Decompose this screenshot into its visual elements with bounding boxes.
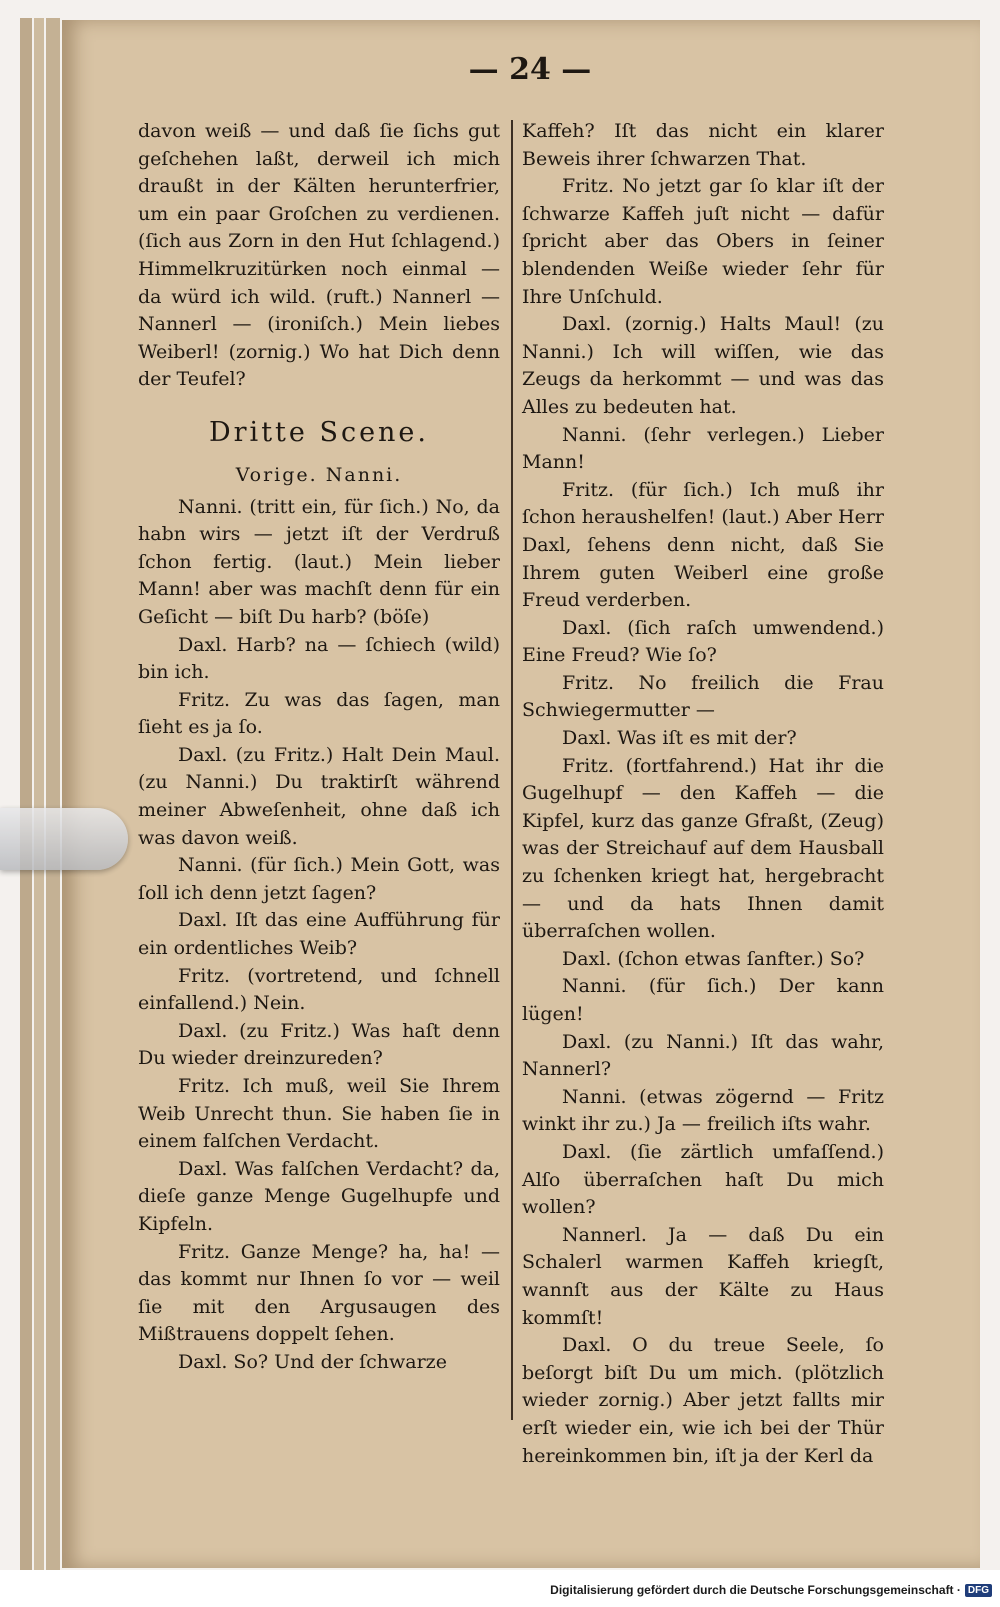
text-paragraph: davon weiß — und daß ſie ſichs gut geſchehen laßt, derweil ich mich draußt in der Kälten herunterfrier, um ein paar Groſchen zu verdienen. (ſich aus Zorn in den Hut ſchlagend.) Himmelkruzitürken noch einmal — da würd ich wild. (ruft.) Nannerl — Nannerl — (ironiſch.) Mein liebes Weiberl! (zornig.) Wo hat Dich denn der Teufel? xyxy=(138,120,500,391)
scene-heading: Dritte Scene. xyxy=(209,416,429,448)
page-edge xyxy=(46,18,60,1570)
text-paragraph: Fritz. (für ſich.) Ich muß ihr ſchon heraushelfen! (laut.) Aber Herr Daxl, ſehens denn nicht, daß Sie Ihrem guten Weiberl eine große Freud verderben. xyxy=(522,478,884,612)
text-paragraph: Fritz. Ganze Menge? ha, ha! — das kommt nur Ihnen ſo vor — weil ſie mit den Argusaugen des Mißtrauens doppelt ſehen. xyxy=(138,1240,500,1346)
text-paragraph: Nanni. (ſehr verlegen.) Lieber Mann! xyxy=(522,423,884,474)
text-paragraph: Daxl. (zu Fritz.) Halt Dein Maul. (zu Nanni.) Du traktirſt während meiner Abweſenheit, ohne daß ich was davon weiß. xyxy=(138,743,500,849)
footer-text: Digitalisierung gefördert durch die Deutsche Forschungsgemeinschaft · xyxy=(550,1583,961,1597)
text-paragraph: Daxl. So? Und der ſchwarze xyxy=(178,1350,447,1373)
text-paragraph: Daxl. Iſt das eine Aufführung für ein ordentliches Weib? xyxy=(138,909,500,960)
text-paragraph: Daxl. (zu Fritz.) Was haſt denn Du wieder dreinzureden? xyxy=(138,1019,500,1070)
text-paragraph: Nanni. (für ſich.) Mein Gott, was ſoll ich denn jetzt ſagen? xyxy=(138,854,500,904)
text-paragraph: Fritz. (vortretend, und ſchnell einfallend.) Nein. xyxy=(138,964,500,1015)
text-paragraph: Fritz. Ich muß, weil Sie Ihrem Weib Unrecht thun. Sie haben ſie in einem falſchen Verdacht. xyxy=(138,1075,500,1153)
text-paragraph: Daxl. Was falſchen Verdacht? da, dieſe ganze Menge Gugelhupfe und Kipfeln. xyxy=(138,1157,500,1235)
page-edge xyxy=(20,18,32,1570)
scene-characters: Vorige. Nanni. xyxy=(235,463,403,486)
text-paragraph: Daxl. Harb? na — ſchiech (wild) bin ich. xyxy=(138,633,500,684)
text-paragraph: Daxl. (ſich raſch umwendend.) Eine Freud? Wie ſo? xyxy=(522,616,884,667)
text-paragraph: Fritz. (fortfahrend.) Hat ihr die Gugelhupf — den Kaffeh — die Kipfel, kurz das ganze Gfraßt, (Zeug) was der Streichauf auf dem Hausball zu ſchenken kriegt hat, hergebracht — und da hats Ihnen damit überraſchen wollen. xyxy=(522,754,884,943)
text-paragraph: Fritz. Zu was das ſagen, man ſieht es ja ſo. xyxy=(138,688,500,739)
text-paragraph: Daxl. (zornig.) Halts Maul! (zu Nanni.) Ich will wiſſen, wie das Zeugs da herkommt — und was das Alles zu bedeuten hat. xyxy=(522,313,884,418)
page-edge xyxy=(34,18,44,1570)
text-paragraph: Daxl. O du treue Seele, ſo beſorgt biſt Du um mich. (plötzlich wieder zornig.) Aber jetzt fallts mir erſt wieder ein, wie ich bei der Thür hereinkommen bin, iſt ja der Kerl da xyxy=(522,1334,884,1467)
page-clip xyxy=(0,808,128,870)
footer-credit xyxy=(550,1583,992,1597)
text-paragraph: Nanni. (für ſich.) Der kann lügen! xyxy=(522,975,884,1025)
dfg-logo: DFG xyxy=(965,1584,992,1597)
left-text-column xyxy=(138,118,500,1377)
text-paragraph: Nannerl. Ja — daß Du ein Schalerl warmen Kaffeh kriegſt, wannſt aus der Kälte zu Haus kommſt! xyxy=(522,1223,884,1329)
text-paragraph: Fritz. No freilich die Frau Schwiegermutter — xyxy=(522,671,884,722)
text-paragraph: Daxl. Was iſt es mit der? xyxy=(562,727,797,750)
text-paragraph: Fritz. No jetzt gar ſo klar iſt der ſchwarze Kaffeh juſt nicht — dafür ſpricht aber das Obers in ſeiner blendenden Weiße wieder ſehr für Ihre Unſchuld. xyxy=(522,175,884,308)
text-paragraph: Kaffeh? Iſt das nicht ein klarer Beweis ihrer ſchwarzen That. xyxy=(522,120,884,170)
page-number: — 24 — xyxy=(468,52,592,87)
text-paragraph: Daxl. (ſie zärtlich umfaſſend.) Alſo überraſchen haſt Du mich wollen? xyxy=(522,1140,884,1219)
text-paragraph: Daxl. (ſchon etwas ſanfter.) So? xyxy=(562,947,865,970)
text-paragraph: Nanni. (tritt ein, für ſich.) No, da habn wirs — jetzt iſt der Verdruß ſchon fertig. (laut.) Mein lieber Mann! aber was machſt denn für ein Geſicht — biſt Du harb? (böſe) xyxy=(138,495,500,628)
right-text-column xyxy=(522,118,884,1470)
column-divider xyxy=(511,120,513,1420)
text-paragraph: Nanni. (etwas zögernd — Fritz winkt ihr zu.) Ja — freilich iſts wahr. xyxy=(522,1085,884,1136)
text-paragraph: Daxl. (zu Nanni.) Iſt das wahr, Nannerl? xyxy=(522,1030,884,1081)
